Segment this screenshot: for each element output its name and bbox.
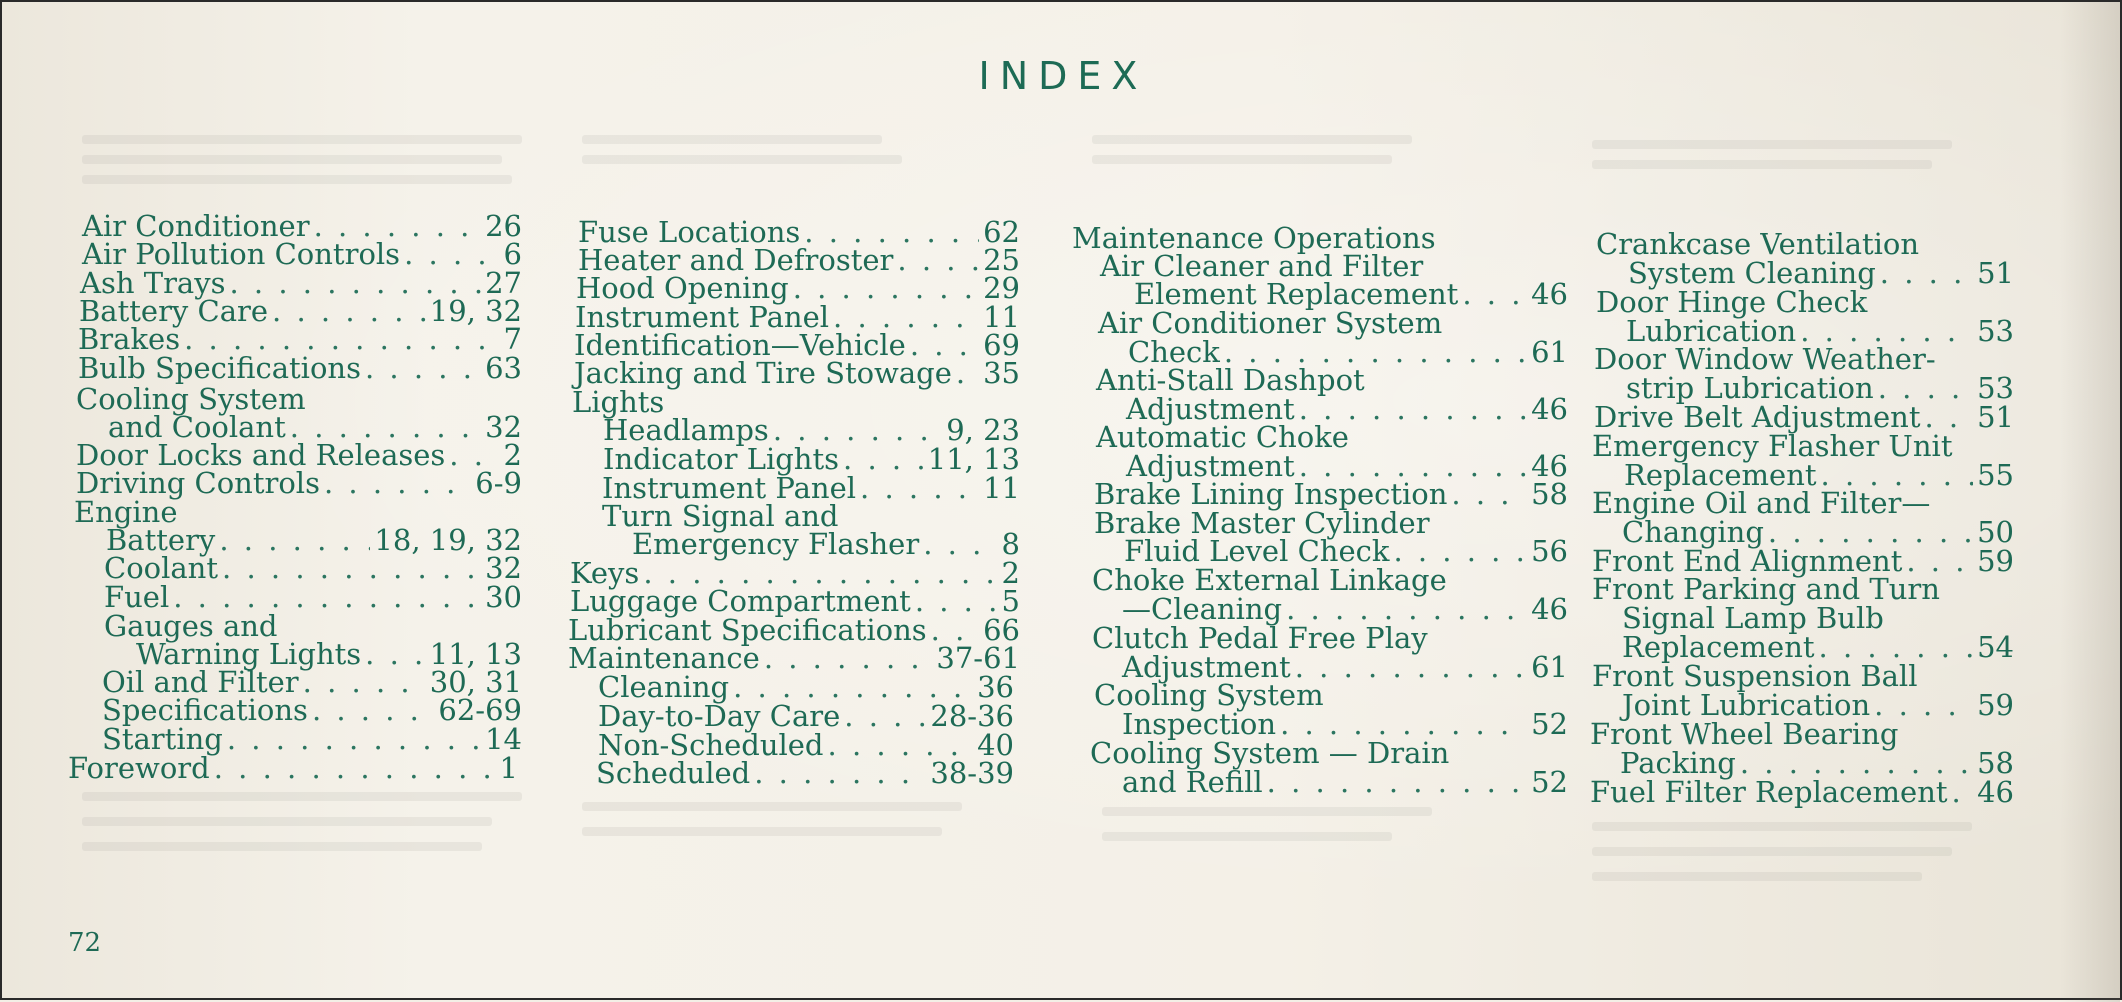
- index-entry: [598, 670, 1014, 704]
- index-heading: Engine: [74, 495, 178, 529]
- entry-label: Ash Trays: [80, 266, 226, 300]
- entry-label: Front End Alignment: [1592, 544, 1903, 578]
- dot-leader: [324, 469, 471, 498]
- dot-leader: [1740, 749, 1973, 778]
- page-number: 72: [68, 928, 102, 958]
- entry-page: 50: [1977, 515, 2014, 549]
- index-heading: Cooling System: [76, 382, 306, 416]
- entry-label: and Coolant: [108, 410, 286, 444]
- entry-label: Packing: [1620, 746, 1736, 780]
- index-entry: [598, 699, 1014, 733]
- dot-leader: [844, 702, 926, 731]
- dot-leader: [312, 696, 434, 725]
- dot-leader: [1280, 710, 1527, 739]
- index-heading: Front Suspension Ball: [1592, 659, 1918, 693]
- dot-leader: [1952, 778, 1974, 807]
- entry-page: 51: [1977, 256, 2014, 290]
- dot-leader: [754, 759, 926, 788]
- dot-leader: [773, 416, 942, 445]
- bleed-through-text: [1592, 160, 1932, 169]
- entry-page: 51: [1977, 400, 2014, 434]
- entry-label: Battery Care: [79, 294, 269, 328]
- dot-leader: [1924, 403, 1973, 432]
- entry-label: Instrument Panel: [575, 300, 830, 334]
- dot-leader: [227, 725, 481, 754]
- dot-leader: [1451, 480, 1527, 509]
- index-entry: [82, 237, 522, 271]
- dot-leader: [843, 445, 924, 474]
- entry-page: 26: [485, 209, 522, 243]
- bleed-through-text: [82, 175, 512, 184]
- page-edge-shadow: [2060, 2, 2120, 1002]
- entry-label: Brakes: [78, 322, 181, 356]
- entry-label: Oil and Filter: [102, 665, 299, 699]
- dot-leader: [897, 246, 979, 275]
- entry-label: Adjustment: [1126, 392, 1295, 426]
- index-entry: [1134, 277, 1568, 311]
- entry-label: Battery: [106, 523, 216, 557]
- index-heading: Signal Lamp Bulb: [1622, 601, 1884, 635]
- entry-page: 27: [485, 266, 522, 300]
- entry-page: 66: [983, 613, 1020, 647]
- index-heading: Cooling System: [1094, 678, 1324, 712]
- entry-label: Warning Lights: [136, 637, 362, 671]
- entry-label: Specifications: [102, 693, 308, 727]
- index-entry: [596, 756, 1014, 790]
- index-entry: [78, 351, 522, 385]
- index-entry: [102, 722, 522, 756]
- index-heading: Air Conditioner System: [1098, 306, 1443, 340]
- entry-label: Scheduled: [596, 756, 751, 790]
- entry-label: Joint Lubrication: [1622, 688, 1871, 722]
- entry-label: Maintenance: [568, 641, 760, 675]
- bleed-through-text: [1592, 847, 1952, 856]
- index-entry: [1594, 400, 2014, 434]
- entry-page: 11: [983, 300, 1020, 334]
- dot-leader: [365, 354, 481, 383]
- entry-page: 28-36: [930, 699, 1014, 733]
- entry-label: Identification—Vehicle: [574, 328, 906, 362]
- index-entry: [632, 527, 1020, 561]
- entry-label: Day-to-Day Care: [598, 699, 841, 733]
- entry-page: 69: [983, 328, 1020, 362]
- index-heading: Turn Signal and: [602, 499, 839, 533]
- bleed-through-text: [82, 135, 522, 144]
- entry-page: 6: [503, 237, 522, 271]
- dot-leader: [404, 240, 499, 269]
- entry-label: and Refill: [1122, 765, 1263, 799]
- index-entry: [1626, 371, 2014, 405]
- entry-label: Starting: [102, 722, 223, 756]
- index-entry: [576, 271, 1020, 305]
- entry-label: Coolant: [104, 551, 219, 585]
- dot-leader: [860, 474, 979, 503]
- entry-page: 6-9: [475, 466, 522, 500]
- dot-leader: [1878, 374, 1973, 403]
- entry-page: 19, 32: [429, 294, 522, 328]
- index-heading: Gauges and: [104, 609, 278, 643]
- entry-label: Jacking and Tire Stowage: [574, 356, 952, 390]
- entry-page: 53: [1977, 371, 2014, 405]
- entry-label: System Cleaning: [1628, 256, 1876, 290]
- entry-label: Heater and Defroster: [578, 243, 894, 277]
- entry-label: —Cleaning: [1122, 592, 1283, 626]
- dot-leader: [1267, 768, 1527, 797]
- index-entry: [102, 693, 522, 727]
- entry-page: 46: [1531, 392, 1568, 426]
- entry-label: Lubrication: [1626, 314, 1797, 348]
- index-entry: [570, 584, 1020, 618]
- dot-leader: [1295, 653, 1527, 682]
- entry-label: Headlamps: [603, 413, 769, 447]
- dot-leader: [1874, 691, 1973, 720]
- entry-page: 38-39: [930, 756, 1014, 790]
- dot-leader: [173, 583, 481, 612]
- index-entry: [76, 466, 522, 500]
- index-entry: [1122, 765, 1568, 799]
- bleed-through-text: [582, 827, 942, 836]
- entry-label: Non-Scheduled: [598, 728, 824, 762]
- index-heading: Choke External Linkage: [1092, 563, 1447, 597]
- entry-page: 25: [983, 243, 1020, 277]
- bleed-through-text: [582, 155, 902, 164]
- bleed-through-text: [1102, 832, 1392, 841]
- entry-label: Foreword: [68, 751, 210, 785]
- bleed-through-text: [582, 802, 962, 811]
- index-heading: Crankcase Ventilation: [1596, 227, 1920, 261]
- entry-label: Element Replacement: [1134, 277, 1459, 311]
- dot-leader: [184, 325, 499, 354]
- entry-label: Inspection: [1122, 707, 1277, 741]
- entry-label: Door Locks and Releases: [76, 438, 446, 472]
- bleed-through-text: [1092, 135, 1412, 144]
- bleed-through-text: [82, 792, 522, 801]
- index-entry: [1622, 630, 2014, 664]
- entry-page: 62: [983, 215, 1020, 249]
- entry-label: Drive Belt Adjustment: [1594, 400, 1921, 434]
- index-entry: [574, 356, 1020, 390]
- index-entry: [1620, 746, 2014, 780]
- entry-page: 61: [1531, 650, 1568, 684]
- index-entry: [1628, 256, 2014, 290]
- index-entry: [104, 580, 522, 614]
- entry-page: 8: [1001, 527, 1020, 561]
- entry-label: Cleaning: [598, 670, 730, 704]
- entry-label: Keys: [570, 556, 640, 590]
- dot-leader: [956, 359, 979, 388]
- dot-leader: [214, 754, 496, 783]
- dot-leader: [1819, 633, 1974, 662]
- index-entry: [1122, 707, 1568, 741]
- dot-leader: [219, 526, 370, 555]
- entry-page: 52: [1531, 765, 1568, 799]
- entry-page: 11, 13: [927, 442, 1020, 476]
- index-heading: Emergency Flasher Unit: [1592, 429, 1953, 463]
- bleed-through-text: [1592, 140, 1952, 149]
- index-entry: [1590, 775, 2014, 809]
- entry-label: Hood Opening: [576, 271, 789, 305]
- entry-page: 53: [1977, 314, 2014, 348]
- index-heading: Door Hinge Check: [1596, 285, 1868, 319]
- entry-label: Brake Lining Inspection: [1094, 477, 1448, 511]
- entry-label: Bulb Specifications: [78, 351, 361, 385]
- index-entry: [1094, 477, 1568, 511]
- entry-page: 11, 13: [429, 637, 522, 671]
- index-heading: Anti-Stall Dashpot: [1096, 363, 1365, 397]
- dot-leader: [915, 587, 998, 616]
- dot-leader: [303, 668, 426, 697]
- dot-leader: [1462, 280, 1527, 309]
- entry-page: 36: [977, 670, 1014, 704]
- entry-label: Indicator Lights: [603, 442, 840, 476]
- entry-page: 14: [485, 722, 522, 756]
- entry-page: 46: [1531, 449, 1568, 483]
- bleed-through-text: [1592, 872, 1922, 881]
- entry-page: 52: [1531, 707, 1568, 741]
- index-entry: [78, 322, 522, 356]
- entry-label: Fuel: [104, 580, 170, 614]
- entry-label: Changing: [1622, 515, 1764, 549]
- entry-page: 30: [485, 580, 522, 614]
- entry-label: strip Lubrication: [1626, 371, 1874, 405]
- index-heading: Automatic Choke: [1096, 420, 1349, 454]
- entry-label: Fuse Locations: [578, 215, 801, 249]
- entry-page: 46: [1531, 277, 1568, 311]
- dot-leader: [1286, 595, 1527, 624]
- entry-page: 37-61: [936, 641, 1020, 675]
- bleed-through-text: [82, 842, 482, 851]
- entry-page: 46: [1531, 592, 1568, 626]
- dot-leader: [1393, 537, 1527, 566]
- bleed-through-text: [82, 817, 492, 826]
- index-entry: [1122, 592, 1568, 626]
- entry-page: 59: [1977, 688, 2014, 722]
- entry-page: 61: [1531, 335, 1568, 369]
- entry-label: Adjustment: [1126, 449, 1295, 483]
- entry-label: Replacement: [1622, 630, 1815, 664]
- index-entry: [68, 751, 518, 785]
- entry-page: 7: [503, 322, 522, 356]
- bleed-through-text: [582, 135, 882, 144]
- index-heading: Engine Oil and Filter—: [1592, 486, 1931, 520]
- bleed-through-text: [1092, 155, 1392, 164]
- dot-leader: [793, 274, 979, 303]
- dot-leader: [222, 554, 481, 583]
- entry-page: 30, 31: [429, 665, 522, 699]
- index-entry: [1622, 515, 2014, 549]
- entry-page: 63: [485, 351, 522, 385]
- entry-page: 35: [983, 356, 1020, 390]
- index-heading: Door Window Weather-: [1594, 342, 1936, 376]
- entry-label: Fuel Filter Replacement: [1590, 775, 1948, 809]
- index-entry: [603, 413, 1020, 447]
- dot-leader: [1768, 518, 1973, 547]
- dot-leader: [272, 297, 426, 326]
- entry-page: 40: [977, 728, 1014, 762]
- entry-label: Check: [1128, 335, 1220, 369]
- entry-page: 32: [485, 551, 522, 585]
- entry-label: Air Pollution Controls: [82, 237, 401, 271]
- entry-label: Replacement: [1624, 458, 1817, 492]
- entry-page: 18, 19, 32: [374, 523, 522, 557]
- bleed-through-text: [1592, 822, 1972, 831]
- entry-label: Fluid Level Check: [1124, 534, 1390, 568]
- entry-label: Air Conditioner: [82, 209, 310, 243]
- entry-label: Instrument Panel: [602, 471, 857, 505]
- entry-page: 1: [499, 751, 518, 785]
- dot-leader: [923, 530, 997, 559]
- entry-label: Adjustment: [1122, 650, 1291, 684]
- index-heading: Maintenance Operations: [1072, 221, 1436, 255]
- entry-page: 55: [1977, 458, 2014, 492]
- entry-label: Emergency Flasher: [632, 527, 920, 561]
- entry-page: 11: [983, 471, 1020, 505]
- index-heading: Clutch Pedal Free Play: [1092, 621, 1428, 655]
- entry-label: Lubricant Specifications: [568, 613, 927, 647]
- index-heading: Front Parking and Turn: [1592, 572, 1940, 606]
- dot-leader: [764, 644, 933, 673]
- entry-page: 62-69: [438, 693, 522, 727]
- index-heading: Brake Master Cylinder: [1094, 506, 1430, 540]
- entry-page: 59: [1977, 544, 2014, 578]
- bleed-through-text: [82, 155, 502, 164]
- entry-page: 56: [1531, 534, 1568, 568]
- entry-label: Luggage Compartment: [570, 584, 911, 618]
- entry-page: 29: [983, 271, 1020, 305]
- index-heading: Front Wheel Bearing: [1590, 717, 1899, 751]
- entry-page: 9, 23: [946, 413, 1020, 447]
- dot-leader: [365, 640, 426, 669]
- page-title: INDEX: [978, 54, 1148, 98]
- entry-page: 54: [1977, 630, 2014, 664]
- entry-label: Driving Controls: [76, 466, 320, 500]
- entry-page: 46: [1977, 775, 2014, 809]
- index-heading: Air Cleaner and Filter: [1100, 249, 1424, 283]
- index-entry: [104, 551, 522, 585]
- index-heading: Cooling System — Drain: [1090, 736, 1450, 770]
- entry-page: 2: [503, 438, 522, 472]
- index-entry: [603, 442, 1020, 476]
- bleed-through-text: [1102, 807, 1432, 816]
- dot-leader: [733, 673, 973, 702]
- entry-page: 32: [485, 410, 522, 444]
- index-entry: [1124, 534, 1568, 568]
- entry-page: 5: [1001, 584, 1020, 618]
- index-heading: Lights: [572, 385, 665, 419]
- entry-page: 2: [1001, 556, 1020, 590]
- entry-page: 58: [1977, 746, 2014, 780]
- dot-leader: [1880, 259, 1973, 288]
- entry-page: 58: [1531, 477, 1568, 511]
- index-entry: [568, 641, 1020, 675]
- index-entry: [1622, 688, 2014, 722]
